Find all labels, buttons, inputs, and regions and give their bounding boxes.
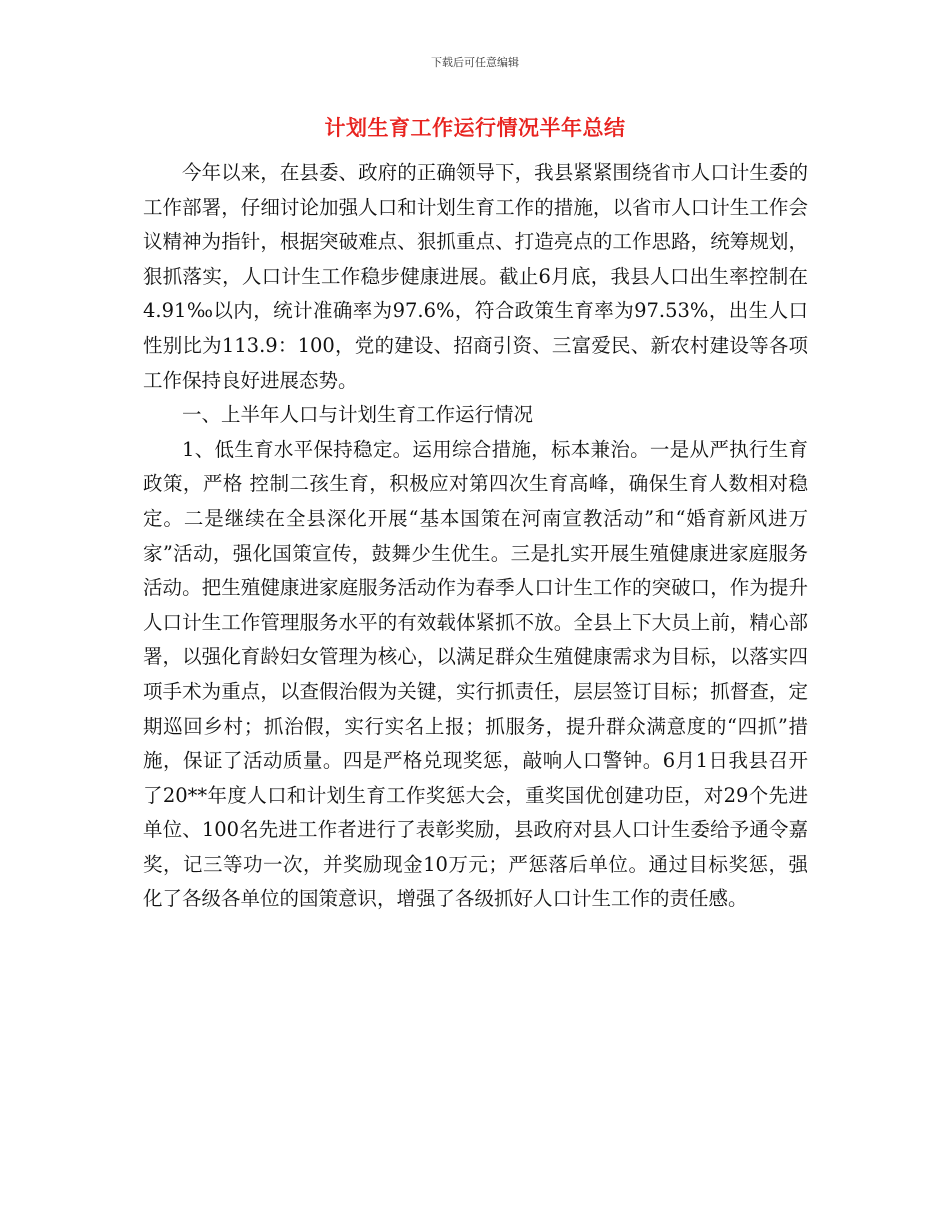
paragraph-section-1: 1、低生育水平保持稳定。运用综合措施，标本兼治。一是从严执行生育政策，严格 控制二孩生育，积极应对第四次生育高峰，确保生育人数相对稳定。二是继续在全县深化开展“基本国策在河南宣教活动”和“婚育新风进万家”活动，强化国策宣传，鼓舞少生优生。三是扎实开展生殖健康进家庭服务活动。把生殖健康进家庭服务活动作为春季人口计生工作的突破口，作为提升人口计生工作管理服务水平的有效载体紧抓不放。全县上下大员上前，精心部署，以强化育龄妇女管理为核心，以满足群众生殖健康需求为目标，以落实四项手术为重点，以查假治假为关键，实行抓责任，层层签订目标；抓督查，定期巡回乡村；抓治假，实行实名上报；抓服务，提升群众满意度的“四抓”措施，保证了活动质量。四是严格兑现奖惩，敲响人口警钟。6月1日我县召开了20**年度人口和计划生育工作奖惩大会，重奖国优创建功臣，对29个先进单位、100名先进工作者进行了表彰奖励，县政府对县人口计生委给予通令嘉奖，记三等功一次，并奖励现金10万元；严惩落后单位。通过目标奖惩，强化了各级各单位的国策意识，增强了各级抓好人口计生工作的责任感。 [143, 437, 808, 911]
document-body [143, 156, 808, 917]
paragraph-intro: 今年以来，在县委、政府的正确领导下，我县紧紧围绕省市人口计生委的工作部署，仔细讨论加强人口和计划生育工作的措施，以省市人口计生工作会议精神为指针，根据突破难点、狠抓重点、打造亮点的工作思路，统筹规划，狠抓落实，人口计生工作稳步健康进展。截止6月底，我县人口出生率控制在4.91‰以内，统计准确率为97.6%，符合政策生育率为97.53%，出生人口性别比为113.9：100，党的建设、招商引资、三富爱民、新农村建设等各项工作保持良好进展态势。 [143, 161, 808, 392]
document-title: 计划生育工作运行情况半年总结 [324, 116, 626, 140]
header-note: 下载后可任意编辑 [431, 56, 519, 69]
section-heading: 一、上半年人口与计划生育工作运行情况 [182, 403, 534, 427]
